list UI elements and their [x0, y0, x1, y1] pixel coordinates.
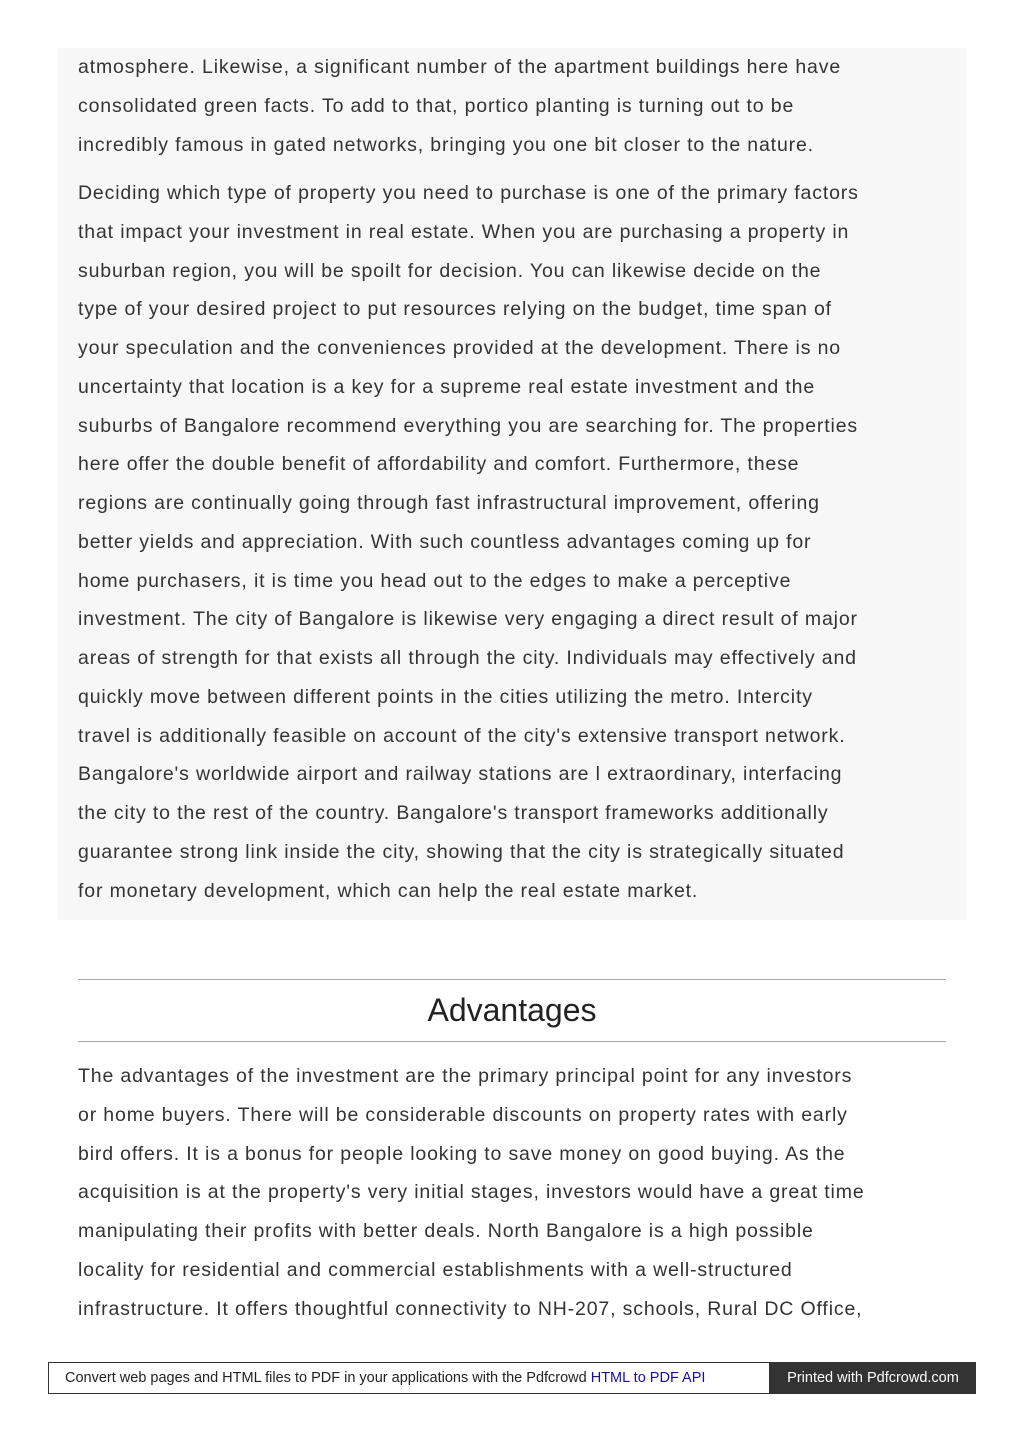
- paragraph-atmosphere: atmosphere. Likewise, a significant number of the apartment buildings here have consolidated green facts. To add to that, portico planting is turning out to be incredibly famous in gated networks, bringing you one bit closer to the nature.: [78, 56, 842, 156]
- html-to-pdf-api-link[interactable]: HTML to PDF API: [590, 1370, 706, 1386]
- footer-printed-with[interactable]: Printed with Pdfcrowd.com: [770, 1362, 976, 1394]
- paragraph-property-type: Deciding which type of property you need to purchase is one of the primary factors that impact your investment in real estate. When you are purchasing a property in suburban region, you will be spoilt for decision. You can likewise decide on the type of your desired project to put resources relying on the budget, time span of your speculation and the conveniences provided at the development. There is no uncertainty that location is a key for a supreme real estate investment and the suburbs of Bangalore recommend everything you are searching for. The properties here offer the double benefit of affordability and comfort. Furthermore, these regions are continually going through fast infrastructural improvement, offering better yields and appreciation. With such countless advantages coming up for home purchasers, it is time you head out to the edges to make a perceptive investment. The city of Bangalore is likewise very engaging a direct result of major areas of strength for that exists all through the city. Individuals may effectively and quickly move between different points in the cities utilizing the metro. Intercity travel is additionally feasible on account of the city's extensive transport network. Bangalore's worldwide airport and railway stations are l extraordinary, interfacing the city to the rest of the country. Bangalore's transport frameworks additionally guarantee strong link inside the city, showing that the city is strategically situated for monetary development, which can help the real estate market.: [78, 182, 859, 902]
- heading-divider-bottom: [78, 1041, 946, 1042]
- pdfcrowd-footer: [48, 1362, 976, 1394]
- footer-convert-text: Convert web pages and HTML files to PDF in your applications with the Pdfcrowd: [65, 1370, 587, 1386]
- heading-divider-top: [78, 979, 946, 980]
- section-heading-advantages: Advantages: [427, 992, 597, 1028]
- footer-convert-box: [48, 1362, 770, 1394]
- paragraph-advantages: The advantages of the investment are the primary principal point for any investors or home buyers. There will be considerable discounts on property rates with early bird offers. It is a bonus for people looking to save money on good buying. As the acquisition is at the property's very initial stages, investors would have a great time manipulating their profits with better deals. North Bangalore is a high possible locality for residential and commercial establishments with a well-structured infrastructure. It offers thoughtful connectivity to NH-207, schools, Rural DC Office,: [78, 1065, 865, 1320]
